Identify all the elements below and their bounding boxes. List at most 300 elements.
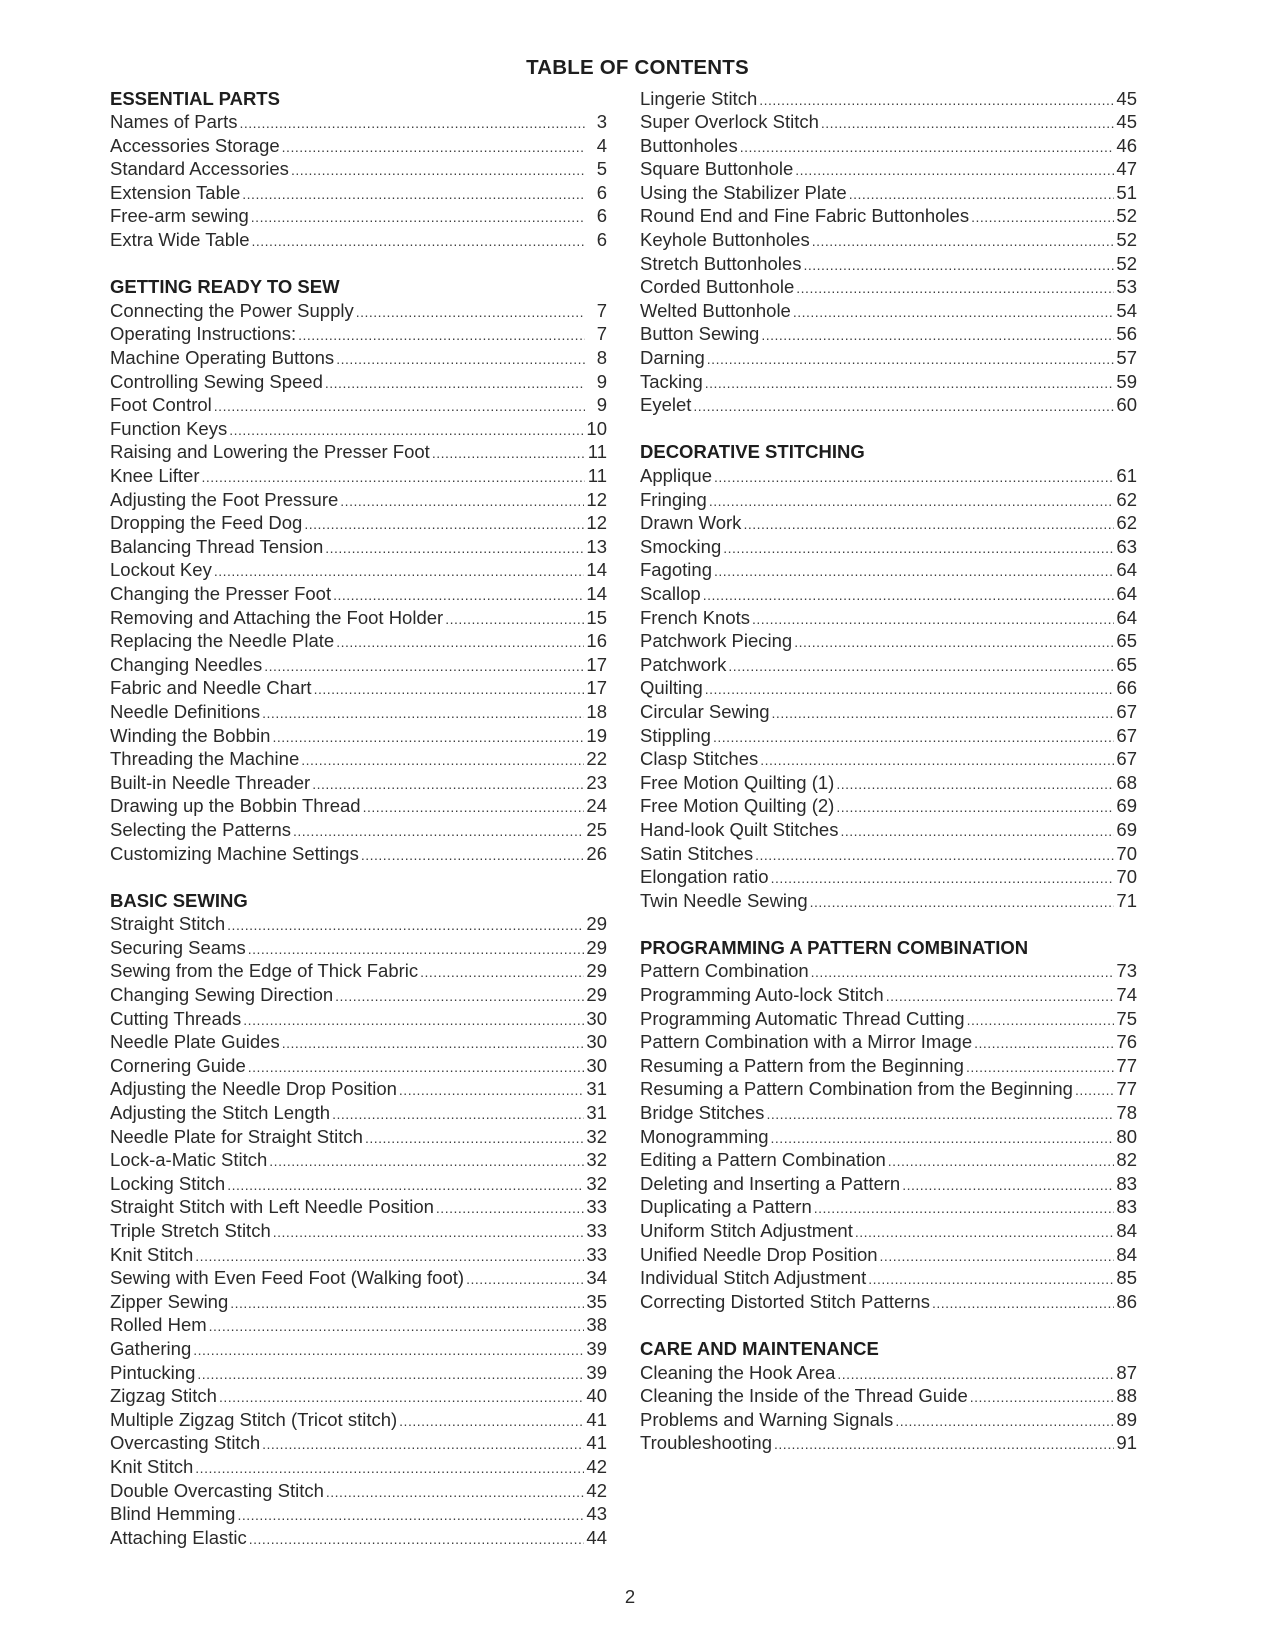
toc-entry-page: 69 <box>1116 818 1137 840</box>
toc-entry-page: 65 <box>1116 630 1137 652</box>
toc-entry[interactable] <box>110 747 607 771</box>
dot-leader <box>293 820 584 844</box>
dot-leader <box>229 419 584 443</box>
dot-leader <box>970 1386 1115 1410</box>
toc-entry[interactable] <box>110 959 607 983</box>
toc-entry-label: Extension Table <box>110 181 241 203</box>
toc-entry[interactable] <box>110 157 607 181</box>
toc-entry[interactable] <box>110 1361 607 1385</box>
toc-entry[interactable] <box>110 558 607 582</box>
toc-section <box>640 1337 1137 1455</box>
toc-entry[interactable] <box>110 912 607 936</box>
toc-entry-page: 84 <box>1116 1243 1137 1265</box>
toc-entry[interactable] <box>640 1361 1137 1385</box>
dot-leader <box>771 867 1115 891</box>
toc-entry-page: 67 <box>1116 700 1137 722</box>
toc-entry-page: 83 <box>1116 1196 1137 1218</box>
dot-leader <box>795 159 1114 183</box>
toc-entry[interactable] <box>640 794 1137 818</box>
dot-leader <box>766 1103 1114 1127</box>
toc-entry-page: 10 <box>586 417 607 439</box>
toc-entry-page: 87 <box>1116 1361 1137 1383</box>
dot-leader <box>340 490 584 514</box>
toc-entry-label: Round End and Fine Fabric Buttonholes <box>640 205 970 227</box>
toc-entry-page: 30 <box>586 1007 607 1029</box>
toc-entry-label: Tacking <box>640 370 703 392</box>
toc-section <box>640 440 1137 912</box>
toc-entry[interactable] <box>640 204 1137 228</box>
toc-entry-label: Drawn Work <box>640 512 742 534</box>
toc-entry[interactable] <box>110 110 607 134</box>
dot-leader <box>195 1457 584 1481</box>
toc-entry-label: Triple Stretch Stitch <box>110 1220 271 1241</box>
toc-entry[interactable] <box>640 865 1137 889</box>
toc-entry[interactable] <box>110 771 607 795</box>
dot-leader <box>195 1245 584 1269</box>
toc-entry-label: Quilting <box>640 677 703 699</box>
toc-section <box>110 889 607 1550</box>
toc-entry-label: Welted Buttonhole <box>640 299 791 321</box>
dot-leader <box>1075 1079 1114 1103</box>
toc-entry[interactable] <box>640 700 1137 724</box>
toc-entry-page: 91 <box>1116 1432 1137 1454</box>
dot-leader <box>728 655 1114 679</box>
dot-leader <box>849 183 1115 207</box>
toc-entry[interactable] <box>640 1243 1137 1267</box>
toc-entry-page: 83 <box>1116 1172 1137 1194</box>
toc-entry-label: Double Overcasting Stitch <box>110 1479 324 1501</box>
toc-entry[interactable] <box>640 1408 1137 1432</box>
toc-entry[interactable] <box>110 1219 607 1243</box>
toc-entry-label: Standard Accessories <box>110 158 289 180</box>
dot-leader <box>772 702 1115 726</box>
dot-leader <box>755 844 1114 868</box>
toc-entry[interactable] <box>110 582 607 606</box>
toc-entry-label: Smocking <box>640 535 722 557</box>
toc-entry-label: Programming Auto-lock Stitch <box>640 984 884 1006</box>
toc-entry[interactable] <box>640 1054 1137 1078</box>
toc-entry[interactable] <box>640 724 1137 748</box>
toc-entry[interactable] <box>640 1431 1137 1455</box>
dot-leader <box>282 1032 585 1056</box>
toc-entry[interactable] <box>110 724 607 748</box>
toc-entry-page: 43 <box>586 1503 607 1525</box>
dot-leader <box>219 1386 584 1410</box>
toc-entry-label: Square Buttonhole <box>640 158 794 180</box>
toc-entry-label: Buttonholes <box>640 134 738 156</box>
toc-entry[interactable] <box>110 1101 607 1125</box>
toc-entry-page: 6 <box>596 205 607 227</box>
toc-entry-page: 24 <box>586 795 607 817</box>
toc-entry[interactable] <box>640 1219 1137 1243</box>
toc-entry-label: Editing a Pattern Combination <box>640 1149 886 1171</box>
toc-entry-label: Deleting and Inserting a Pattern <box>640 1172 901 1194</box>
toc-entry[interactable] <box>640 653 1137 677</box>
toc-entry-page: 74 <box>1116 984 1137 1006</box>
toc-entry[interactable] <box>110 228 607 252</box>
toc-entry-label: Fringing <box>640 488 707 510</box>
dot-leader <box>445 608 584 632</box>
toc-entry[interactable] <box>110 1502 607 1526</box>
toc-entry-label: Unified Needle Drop Position <box>640 1243 878 1265</box>
toc-entry-label: Dropping the Feed Dog <box>110 512 303 534</box>
toc-entry-label: Eyelet <box>640 394 692 416</box>
toc-entry[interactable] <box>110 1290 607 1314</box>
toc-entry[interactable] <box>110 676 607 700</box>
toc-entry-page: 54 <box>1116 299 1137 321</box>
toc-entry[interactable] <box>110 983 607 1007</box>
toc-entry[interactable] <box>640 1384 1137 1408</box>
toc-entry[interactable] <box>640 1195 1137 1219</box>
toc-entry-page: 17 <box>586 677 607 699</box>
toc-entry-page: 44 <box>586 1526 607 1548</box>
toc-entry-page: 12 <box>586 488 607 510</box>
toc-entry-page: 31 <box>586 1102 607 1124</box>
dot-leader <box>705 678 1115 702</box>
dot-leader <box>895 1410 1114 1434</box>
dot-leader <box>812 230 1115 254</box>
toc-entry-label: Securing Seams <box>110 936 246 958</box>
toc-entry[interactable] <box>110 1479 607 1503</box>
toc-entry-label: Zigzag Stitch <box>110 1385 217 1407</box>
toc-entry-page: 39 <box>586 1337 607 1359</box>
toc-entry[interactable] <box>110 535 607 559</box>
dot-leader <box>880 1245 1115 1269</box>
toc-entry-page: 14 <box>586 559 607 581</box>
toc-entry-label: Raising and Lowering the Presser Foot <box>110 441 430 463</box>
toc-entry[interactable] <box>640 1266 1137 1290</box>
toc-entry[interactable] <box>640 818 1137 842</box>
toc-entry-page: 70 <box>1116 842 1137 864</box>
toc-entry-page: 14 <box>586 582 607 604</box>
toc-entry[interactable] <box>110 1431 607 1455</box>
toc-entry[interactable] <box>640 1290 1137 1314</box>
toc-entry[interactable] <box>110 1054 607 1078</box>
toc-entry[interactable] <box>640 488 1137 512</box>
dot-leader <box>703 584 1115 608</box>
toc-entry-page: 32 <box>586 1149 607 1171</box>
toc-entry-page: 68 <box>1116 771 1137 793</box>
toc-entry-label: Function Keys <box>110 417 228 439</box>
toc-entry[interactable] <box>110 794 607 818</box>
toc-entry[interactable] <box>640 1007 1137 1031</box>
toc-entry[interactable] <box>640 629 1137 653</box>
toc-entry[interactable] <box>640 1125 1137 1149</box>
toc-entry-page: 18 <box>586 700 607 722</box>
toc-entry-page: 67 <box>1116 748 1137 770</box>
dot-leader <box>282 136 585 160</box>
toc-entry[interactable] <box>110 1243 607 1267</box>
toc-entry[interactable] <box>110 653 607 677</box>
toc-entry-label: Darning <box>640 347 705 369</box>
toc-entry[interactable] <box>110 393 607 417</box>
toc-entry-label: Cornering Guide <box>110 1054 246 1076</box>
toc-entry-page: 32 <box>586 1172 607 1194</box>
dot-leader <box>886 985 1115 1009</box>
toc-section <box>110 87 607 252</box>
dot-leader <box>740 136 1115 160</box>
dot-leader <box>709 490 1115 514</box>
toc-entry-label: Correcting Distorted Stitch Patterns <box>640 1290 930 1312</box>
toc-entry[interactable] <box>110 181 607 205</box>
toc-entry[interactable] <box>640 983 1137 1007</box>
dot-leader <box>325 372 585 396</box>
dot-leader <box>705 372 1115 396</box>
dot-leader <box>759 89 1114 113</box>
toc-entry-label: Adjusting the Stitch Length <box>110 1102 331 1124</box>
toc-entry[interactable] <box>640 676 1137 700</box>
toc-entry[interactable] <box>110 1077 607 1101</box>
toc-entry[interactable] <box>110 629 607 653</box>
toc-entry-label: Button Sewing <box>640 323 760 345</box>
toc-entry-label: Resuming a Pattern from the Beginning <box>640 1054 964 1076</box>
dot-leader <box>193 1339 584 1363</box>
toc-entry[interactable] <box>640 959 1137 983</box>
toc-entry[interactable] <box>110 134 607 158</box>
toc-entry-label: Scallop <box>640 582 701 604</box>
dot-leader <box>466 1268 584 1292</box>
toc-entry-label: Straight Stitch <box>110 913 226 935</box>
toc-entry[interactable] <box>110 299 607 323</box>
toc-entry[interactable] <box>640 157 1137 181</box>
dot-leader <box>836 773 1114 797</box>
toc-entry[interactable] <box>640 1172 1137 1196</box>
toc-entry[interactable] <box>640 1148 1137 1172</box>
toc-entry[interactable] <box>110 1172 607 1196</box>
toc-entry[interactable] <box>110 1148 607 1172</box>
toc-entry-label: Locking Stitch <box>110 1172 226 1194</box>
toc-entry-label: Operating Instructions: <box>110 323 297 345</box>
toc-entry-page: 45 <box>1116 87 1137 109</box>
toc-entry-label: Selecting the Patterns <box>110 818 291 840</box>
dot-leader <box>761 324 1114 348</box>
toc-entry-label: Connecting the Power Supply <box>110 299 354 321</box>
toc-entry-page: 57 <box>1116 347 1137 369</box>
toc-entry-page: 52 <box>1116 252 1137 274</box>
toc-entry-page: 41 <box>586 1408 607 1430</box>
toc-entry-label: Stippling <box>640 724 711 746</box>
toc-entry[interactable] <box>110 606 607 630</box>
dot-leader <box>814 1197 1115 1221</box>
toc-entry[interactable] <box>110 1125 607 1149</box>
toc-entry-page: 46 <box>1116 134 1137 156</box>
toc-entry-page: 33 <box>586 1243 607 1265</box>
toc-entry-label: Applique <box>640 465 713 486</box>
dot-leader <box>693 395 1114 419</box>
toc-entry-page: 51 <box>1116 181 1137 203</box>
toc-entry-page: 62 <box>1116 488 1137 510</box>
dot-leader <box>201 466 585 490</box>
toc-entry-page: 86 <box>1116 1290 1137 1312</box>
toc-entry[interactable] <box>110 322 607 346</box>
toc-entry-page: 75 <box>1116 1007 1137 1029</box>
toc-entry[interactable] <box>640 1030 1137 1054</box>
toc-entry-label: Clasp Stitches <box>640 748 759 770</box>
toc-entry[interactable] <box>110 1195 607 1219</box>
toc-entry-page: 7 <box>596 323 607 345</box>
toc-entry-page: 64 <box>1116 606 1137 628</box>
toc-entry-label: Changing the Presser Foot <box>110 582 332 604</box>
toc-entry[interactable] <box>110 1030 607 1054</box>
dot-leader <box>298 324 585 348</box>
dot-leader <box>227 914 584 938</box>
dot-leader <box>760 749 1114 773</box>
toc-entry-page: 15 <box>586 606 607 628</box>
toc-entry-page: 56 <box>1116 323 1137 345</box>
toc-entry[interactable] <box>640 228 1137 252</box>
toc-entry[interactable] <box>110 1455 607 1479</box>
toc-entry-label: Resuming a Pattern Combination from the Beginning <box>640 1078 1073 1100</box>
toc-entry[interactable] <box>640 464 1137 488</box>
toc-entry-page: 85 <box>1116 1267 1137 1289</box>
toc-entry[interactable] <box>640 87 1137 111</box>
dot-leader <box>836 796 1114 820</box>
toc-entry-label: Straight Stitch with Left Needle Position <box>110 1196 434 1218</box>
toc-entry[interactable] <box>110 440 607 464</box>
toc-entry[interactable] <box>110 346 607 370</box>
dot-leader <box>197 1363 584 1387</box>
toc-entry-label: Needle Plate Guides <box>110 1031 280 1053</box>
dot-leader <box>967 1009 1115 1033</box>
toc-entry[interactable] <box>110 488 607 512</box>
toc-entry-label: Foot Control <box>110 394 212 416</box>
toc-entry[interactable] <box>640 393 1137 417</box>
toc-entry[interactable] <box>640 889 1137 913</box>
toc-entry[interactable] <box>640 842 1137 866</box>
toc-entry-label: Duplicating a Pattern <box>640 1196 812 1218</box>
toc-entry[interactable] <box>110 1408 607 1432</box>
toc-entry-label: Attaching Elastic <box>110 1526 247 1548</box>
toc-entry-page: 33 <box>586 1220 607 1241</box>
toc-entry[interactable] <box>640 134 1137 158</box>
toc-entry-page: 63 <box>1116 535 1137 557</box>
dot-leader <box>420 961 584 985</box>
dot-leader <box>249 1528 585 1552</box>
dot-leader <box>821 112 1115 136</box>
toc-entry[interactable] <box>640 110 1137 134</box>
dot-leader <box>273 1221 585 1245</box>
toc-entry-page: 78 <box>1116 1102 1137 1124</box>
toc-entry-label: Problems and Warning Signals <box>640 1408 894 1430</box>
toc-entry[interactable] <box>640 535 1137 559</box>
dot-leader <box>248 938 585 962</box>
toc-entry[interactable] <box>110 370 607 394</box>
toc-entry[interactable] <box>110 1266 607 1290</box>
toc-entry[interactable] <box>640 370 1137 394</box>
toc-entry-page: 38 <box>586 1314 607 1336</box>
toc-entry-label: Adjusting the Needle Drop Position <box>110 1078 397 1100</box>
dot-leader <box>314 678 585 702</box>
toc-entry[interactable] <box>110 204 607 228</box>
toc-section <box>640 936 1137 1314</box>
toc-entry[interactable] <box>110 511 607 535</box>
toc-entry-page: 5 <box>596 158 607 180</box>
toc-entry[interactable] <box>640 1101 1137 1125</box>
toc-entry[interactable] <box>640 771 1137 795</box>
toc-entry[interactable] <box>110 818 607 842</box>
page-number: 2 <box>624 1586 636 1607</box>
toc-section <box>110 275 607 865</box>
dot-leader <box>291 159 585 183</box>
toc-entry-label: Free Motion Quilting (2) <box>640 795 835 817</box>
toc-entry[interactable] <box>640 606 1137 630</box>
dot-leader <box>230 1292 584 1316</box>
toc-entry-label: Sewing from the Edge of Thick Fabric <box>110 960 419 982</box>
toc-entry-label: Fagoting <box>640 559 712 581</box>
toc-entry-label: Using the Stabilizer Plate <box>640 181 847 203</box>
toc-entry-page: 22 <box>586 748 607 770</box>
toc-entry[interactable] <box>640 346 1137 370</box>
toc-entry[interactable] <box>110 1313 607 1337</box>
toc-entry-page: 29 <box>586 913 607 935</box>
toc-entry-page: 26 <box>586 842 607 864</box>
toc-entry-page: 53 <box>1116 276 1137 298</box>
toc-entry-label: Super Overlock Stitch <box>640 111 819 133</box>
dot-leader <box>214 560 585 584</box>
dot-leader <box>325 537 584 561</box>
toc-entry[interactable] <box>110 842 607 866</box>
toc-entry[interactable] <box>110 417 607 441</box>
toc-entry[interactable] <box>640 275 1137 299</box>
toc-entry-page: 65 <box>1116 653 1137 675</box>
toc-entry[interactable] <box>640 181 1137 205</box>
toc-entry-page: 77 <box>1116 1054 1137 1076</box>
section-heading: ESSENTIAL PARTS <box>110 87 280 109</box>
toc-entry[interactable] <box>110 1337 607 1361</box>
toc-entry-page: 23 <box>586 771 607 793</box>
toc-entry[interactable] <box>110 1526 607 1550</box>
toc-entry[interactable] <box>110 700 607 724</box>
toc-entry[interactable] <box>110 1384 607 1408</box>
toc-entry-label: Threading the Machine <box>110 748 300 770</box>
dot-leader <box>262 702 584 726</box>
toc-entry[interactable] <box>110 936 607 960</box>
toc-entry-page: 89 <box>1116 1408 1137 1430</box>
toc-entry[interactable] <box>640 558 1137 582</box>
toc-entry[interactable] <box>640 252 1137 276</box>
toc-entry-page: 11 <box>587 441 607 463</box>
toc-entry-page: 84 <box>1116 1220 1137 1241</box>
toc-entry-page: 3 <box>596 111 607 133</box>
dot-leader <box>251 206 585 230</box>
section-heading: BASIC SEWING <box>110 889 248 911</box>
dot-leader <box>713 726 1114 750</box>
dot-leader <box>332 1103 584 1127</box>
toc-entry[interactable] <box>640 582 1137 606</box>
toc-entry[interactable] <box>110 1007 607 1031</box>
toc-entry-page: 47 <box>1116 158 1137 180</box>
toc-entry-page: 7 <box>596 299 607 321</box>
toc-entry-page: 17 <box>586 653 607 675</box>
section-heading: GETTING READY TO SEW <box>110 276 340 298</box>
toc-entry[interactable] <box>640 322 1137 346</box>
toc-entry-page: 69 <box>1116 795 1137 817</box>
dot-leader <box>326 1481 585 1505</box>
toc-entry-label: Stretch Buttonholes <box>640 252 802 274</box>
toc-entry[interactable] <box>640 747 1137 771</box>
toc-entry[interactable] <box>640 1077 1137 1101</box>
toc-entry-page: 52 <box>1116 205 1137 227</box>
toc-entry-label: Zipper Sewing <box>110 1290 229 1312</box>
toc-entry[interactable] <box>640 511 1137 535</box>
toc-entry-label: Overcasting Stitch <box>110 1432 261 1454</box>
toc-entry[interactable] <box>110 464 607 488</box>
toc-entry-page: 71 <box>1116 889 1137 911</box>
toc-entry[interactable] <box>640 299 1137 323</box>
toc-entry-label: Keyhole Buttonholes <box>640 229 810 251</box>
toc-entry-page: 42 <box>586 1479 607 1501</box>
toc-section <box>640 87 1137 417</box>
